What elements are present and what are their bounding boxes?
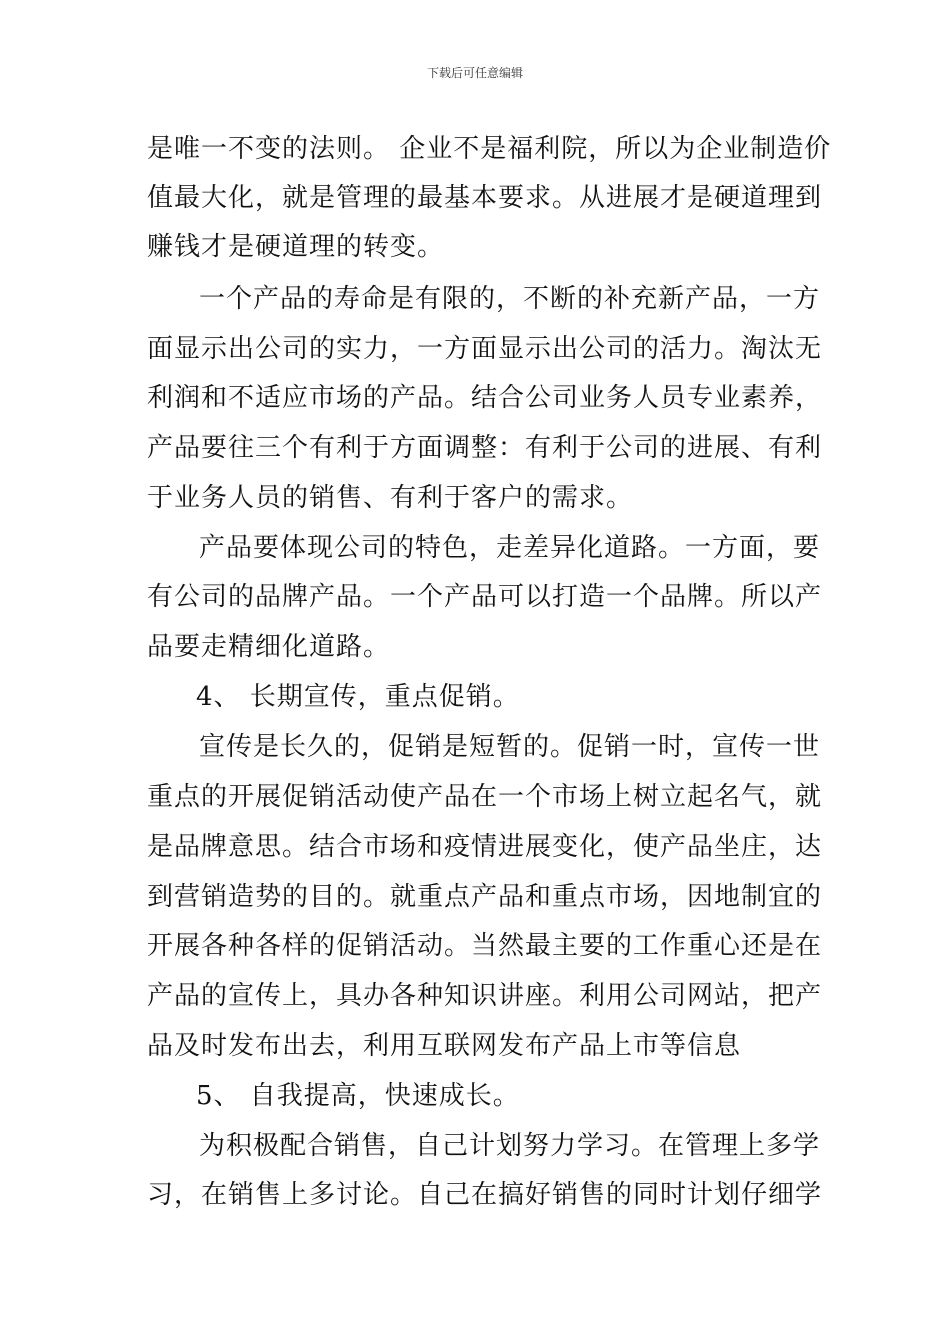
paragraph-first-line: 产品要体现公司的特色，走差异化道路。一方面，要	[199, 533, 821, 563]
text-line: 是品牌意思。结合市场和疫情进展变化，使产品坐庄，达	[147, 832, 823, 862]
text-line: 值最大化，就是管理的最基本要求。从进展才是硬道理到	[147, 183, 823, 213]
section-heading-5: 5、 自我提高，快速成长。	[196, 1081, 520, 1111]
text-line: 利润和不适应市场的产品。结合公司业务人员专业素养，	[147, 383, 823, 413]
paragraph-first-line: 宣传是长久的，促销是短暂的。促销一时，宣传一世	[199, 732, 821, 762]
text-line: 品及时发布出去，利用互联网发布产品上市等信息	[147, 1031, 742, 1061]
text-line: 产品的宣传上，具办各种知识讲座。利用公司网站，把产	[147, 981, 823, 1011]
text-line: 有公司的品牌产品。一个产品可以打造一个品牌。所以产	[147, 582, 823, 612]
text-line: 习，在销售上多讨论。自己在搞好销售的同时计划仔细学	[147, 1180, 823, 1210]
page-header: 下载后可任意编辑	[426, 66, 523, 80]
text-line: 是唯一不变的法则。 企业不是福利院，所以为企业制造价	[147, 134, 832, 164]
text-line: 到营销造势的目的。就重点产品和重点市场，因地制宜的	[147, 882, 823, 912]
text-line: 产品要往三个有利于方面调整：有利于公司的进展、有利	[147, 433, 823, 463]
text-line: 赚钱才是硬道理的转变。	[147, 232, 445, 262]
paragraph-first-line: 为积极配合销售，自己计划努力学习。在管理上多学	[199, 1131, 821, 1161]
text-line: 重点的开展促销活动使产品在一个市场上树立起名气，就	[147, 782, 823, 812]
text-line: 品要走精细化道路。	[147, 632, 391, 662]
paragraph-first-line: 一个产品的寿命是有限的，不断的补充新产品，一方	[199, 284, 821, 314]
text-line: 开展各种各样的促销活动。当然最主要的工作重心还是在	[147, 931, 823, 961]
text-line: 面显示出公司的实力，一方面显示出公司的活力。淘汰无	[147, 334, 823, 364]
section-heading-4: 4、 长期宣传，重点促销。	[196, 682, 520, 712]
text-line: 于业务人员的销售、有利于客户的需求。	[147, 483, 634, 513]
